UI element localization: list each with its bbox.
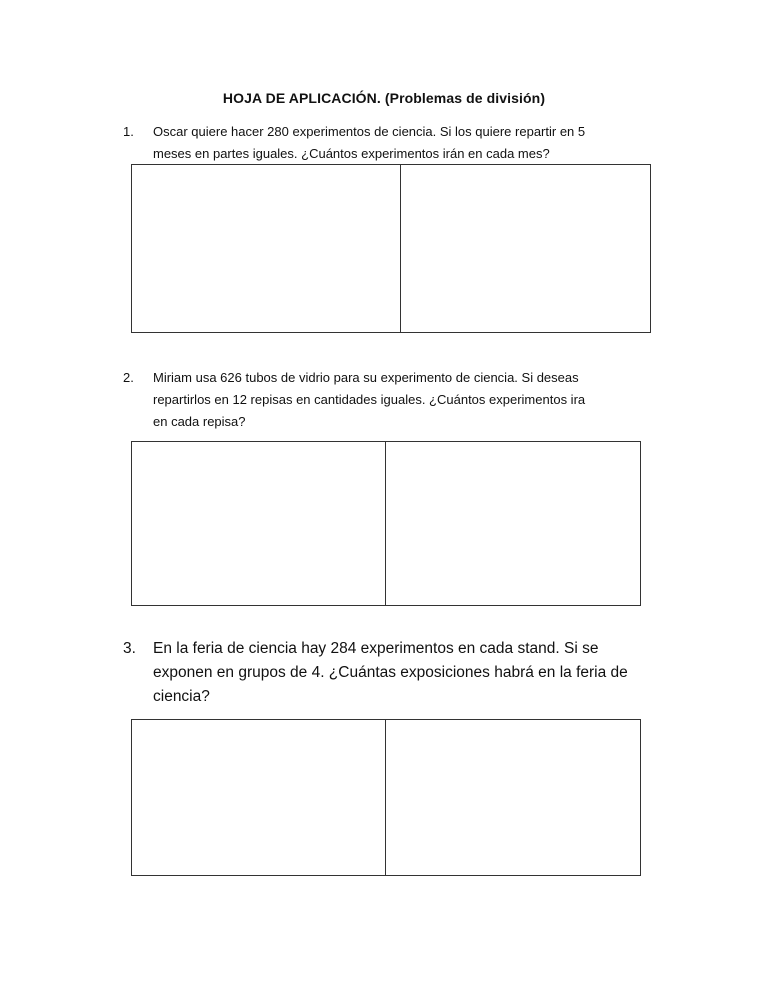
problem-2 [123,367,653,433]
problem-2-line-2: repartirlos en 12 repisas en cantidades iguales. ¿Cuántos experimentos ira [153,392,586,407]
problem-2-answer-box [131,441,641,606]
problem-2-number: 2. [123,370,134,385]
problem-1-line-2: meses en partes iguales. ¿Cuántos experimentos irán en cada mes? [153,146,550,161]
problem-2-line-3: en cada repisa? [153,414,246,429]
problem-1-answer-box [131,164,651,333]
problem-1-number: 1. [123,124,134,139]
problem-3-work-area-left[interactable] [132,720,385,875]
problem-3-line-2: exponen en grupos de 4. ¿Cuántas exposiciones habrá en la feria de [153,664,628,681]
problem-3-line-1: En la feria de ciencia hay 284 experimentos en cada stand. Si se [153,640,599,657]
problem-1-work-area-left[interactable] [132,165,400,332]
page-title: HOJA DE APLICACIÓN. (Problemas de división) [222,90,546,106]
problem-2-work-area-left[interactable] [132,442,385,605]
problem-3-answer-box [131,719,641,876]
problem-1-line-1: Oscar quiere hacer 280 experimentos de ciencia. Si los quiere repartir en 5 [153,124,586,139]
problem-3-number: 3. [123,640,136,657]
problem-1-work-area-right[interactable] [400,165,650,332]
problem-3 [123,637,653,709]
problem-3-line-3: ciencia? [153,688,210,705]
problem-1 [123,121,653,165]
problem-2-work-area-right[interactable] [385,442,640,605]
problem-3-work-area-right[interactable] [385,720,640,875]
problem-2-line-1: Miriam usa 626 tubos de vidrio para su experimento de ciencia. Si deseas [153,370,579,385]
